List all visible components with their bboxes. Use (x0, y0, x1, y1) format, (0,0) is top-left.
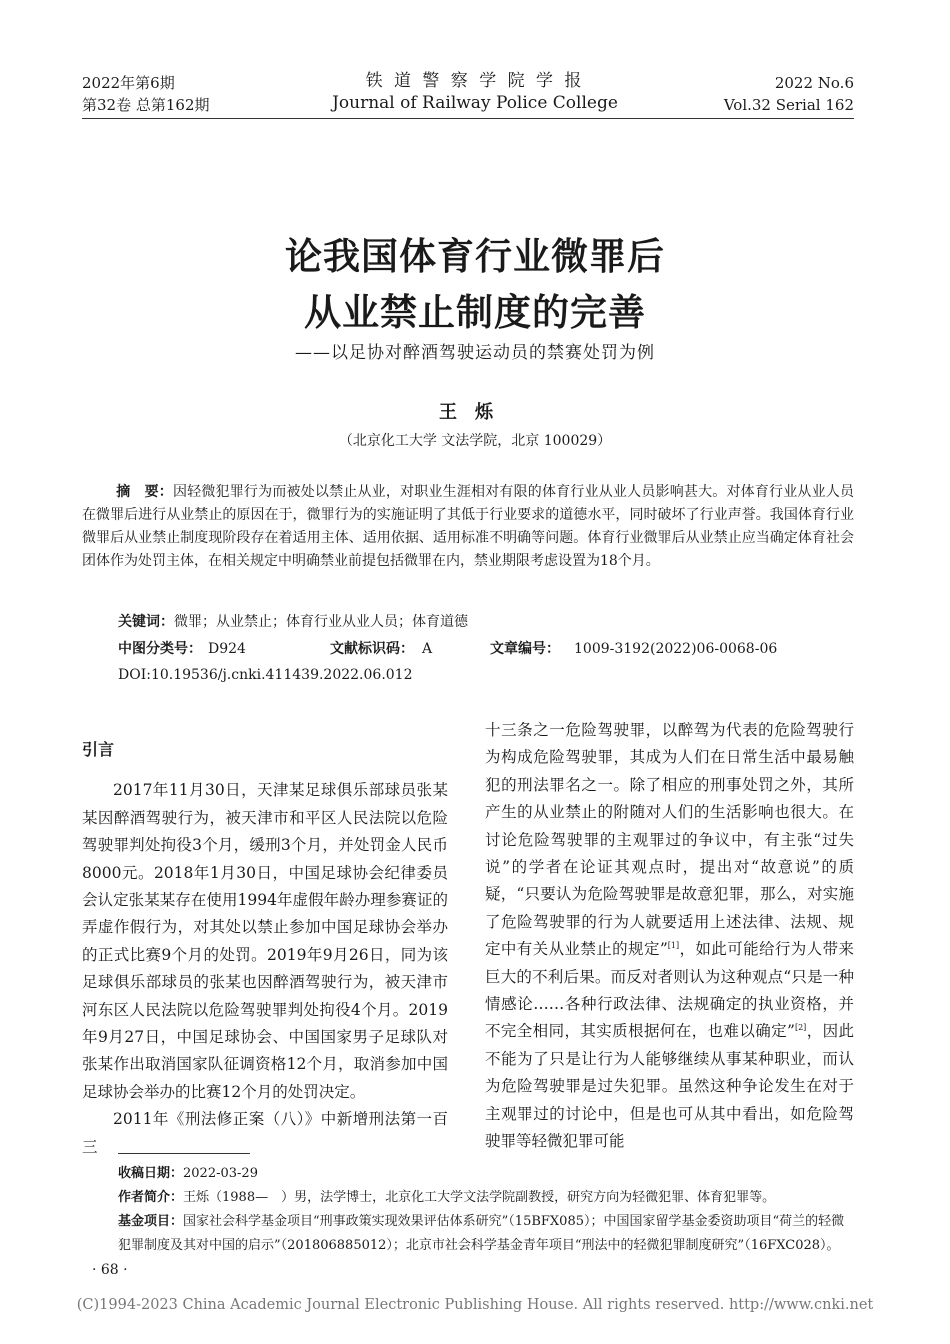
header-volume-line1: 2022 No.6 (774, 74, 854, 92)
copyright-notice: (C)1994-2023 China Academic Journal Electronic Publishing House. All rights reserved. http://www.cnki.net (76, 1297, 874, 1313)
header-issue (82, 72, 210, 116)
abstract (82, 481, 854, 573)
received-label: 收稿日期： (118, 1166, 184, 1181)
article-number-label: 文章编号： (490, 641, 560, 657)
intro-paragraph-2: 2011年《刑法修正案（八）》中新增刑法第一百三 (82, 1110, 448, 1156)
abstract-label: 摘 要： (116, 484, 173, 500)
article-number (490, 638, 777, 661)
right-text-b: ，如此可能给行为人带来巨大的不利后果。而反对者则认为这种观点“只是一种情感论……各种行政法律、法规确定的执业资格，并不完全相同，其实质根据何在，也难以确定” (485, 940, 854, 1041)
received-value: 2022-03-29 (183, 1166, 258, 1181)
left-column (82, 736, 448, 1161)
header-volume (724, 72, 854, 116)
clc-label: 中图分类号： (118, 641, 202, 657)
keywords-label: 关键词： (118, 614, 174, 630)
header-issue-line1: 2022年第6期 (82, 74, 175, 92)
funding-label: 基金项目： (118, 1214, 184, 1229)
right-column (485, 717, 854, 1156)
funding-value: 国家社会科学基金项目“刑事政策实现效果评估体系研究”（15BFX085）；中国国家留学基金委资助项目“荷兰的轻微犯罪制度及其对中国的启示”（201806885012）；北京市社会科学基金青年项目“刑法中的轻微犯罪制度研究”（16FXC028）。 (118, 1214, 845, 1253)
article-title-line1: 论我国体育行业微罪后 (285, 235, 665, 278)
header-journal (275, 70, 675, 114)
received-date (118, 1162, 854, 1186)
article-subtitle: ——以足协对醉酒驾驶运动员的禁赛处罚为例 (295, 343, 655, 363)
article-title-line2: 从业禁止制度的完善 (304, 291, 646, 334)
citation-1: [1] (667, 941, 680, 951)
author-name: 王烁 (439, 402, 511, 423)
keywords (118, 611, 468, 634)
header-rule (82, 118, 854, 119)
right-column-paragraph (485, 717, 854, 1156)
doc-code-value: A (422, 641, 433, 657)
clc-number (118, 638, 246, 661)
header-issue-line2: 第32卷 总第162期 (82, 96, 210, 114)
page-number: · 68 · (92, 1262, 128, 1278)
section-title-introduction: 引言 (82, 740, 115, 759)
bio-value: 王烁（1988— ）男，法学博士，北京化工大学文法学院副教授，研究方向为轻微犯罪、体育犯罪等。 (183, 1190, 776, 1205)
header-journal-cn: 铁 道 警 察 学 院 学 报 (365, 71, 585, 91)
author-bio (118, 1186, 854, 1210)
funding (118, 1210, 854, 1258)
abstract-text: 因轻微犯罪行为而被处以禁止从业，对职业生涯相对有限的体育行业从业人员影响甚大。对体育行业从业人员在微罪后进行从业禁止的原因在于，微罪行为的实施证明了其低于行业要求的道德水平，同时破坏了行业声誉。我国体育行业微罪后从业禁止制度现阶段存在着适用主体、适用依据、适用标准不明确等问题。体育行业微罪后从业禁止应当确定体育社会团体作为处罚主体，在相关规定中明确禁业前提包括微罪在内，禁业期限考虑设置为18个月。 (82, 484, 855, 569)
right-text-c: ，因此不能为了只是让行为人能够继续从事某种职业，而认为危险驾驶罪是过失犯罪。虽然这种争论发生在对于主观罪过的讨论中，但是也可从其中看出，如危险驾驶罪等轻微犯罪可能 (485, 1022, 854, 1151)
author-affiliation: （北京化工大学 文法学院，北京 100029） (338, 433, 612, 449)
document-code (330, 638, 432, 661)
doi: DOI:10.19536/j.cnki.411439.2022.06.012 (118, 667, 413, 683)
article-number-value: 1009-3192(2022)06-0068-06 (574, 641, 778, 657)
keywords-text: 微罪；从业禁止；体育行业从业人员；体育道德 (174, 614, 468, 630)
citation-2: [2] (794, 1023, 807, 1033)
header-journal-en: Journal of Railway Police College (332, 93, 618, 113)
clc-value: D924 (208, 641, 246, 657)
intro-paragraph-1: 2017年11月30日，天津某足球俱乐部球员张某某因醉酒驾驶行为，被天津市和平区人民法院以危险驾驶罪判处拘役3个月，缓刑3个月，并处罚金人民币8000元。2018年1月30日，中国足球协会纪律委员会认定张某某存在使用1994年虚假年龄办理参赛证的弄虚作假行为，对其处以禁止参加中国足球协会举办的正式比赛9个月的处罚。2019年9月26日，同为该足球俱乐部球员的张某也因醉酒驾驶行为，被天津市河东区人民法院以危险驾驶罪判处拘役4个月。2019年9月27日，中国足球协会、中国国家男子足球队对张某作出取消国家队征调资格12个月，取消参加中国足球协会举办的比赛12个月的处罚决定。 (82, 781, 448, 1101)
right-text-a: 十三条之一危险驾驶罪，以醉驾为代表的危险驾驶行为构成危险驾驶罪，其成为人们在日常生活中最易触犯的刑法罪名之一。除了相应的刑事处罚之外，其所产生的从业禁止的附随对人们的生活影响也很大。在讨论危险驾驶罪的主观罪过的争议中，有主张“过失说”的学者在论证其观点时，提出对“故意说”的质疑，“只要认为危险驾驶罪是故意犯罪，那么，对实施了危险驾驶罪的行为人就要适用上述法律、法规、规定中有关从业禁止的规定” (485, 721, 854, 959)
doc-code-label: 文献标识码： (330, 641, 414, 657)
bio-label: 作者简介： (118, 1190, 184, 1205)
header-volume-line2: Vol.32 Serial 162 (723, 96, 854, 114)
footnote-rule (118, 1153, 250, 1154)
footnotes (118, 1162, 854, 1258)
